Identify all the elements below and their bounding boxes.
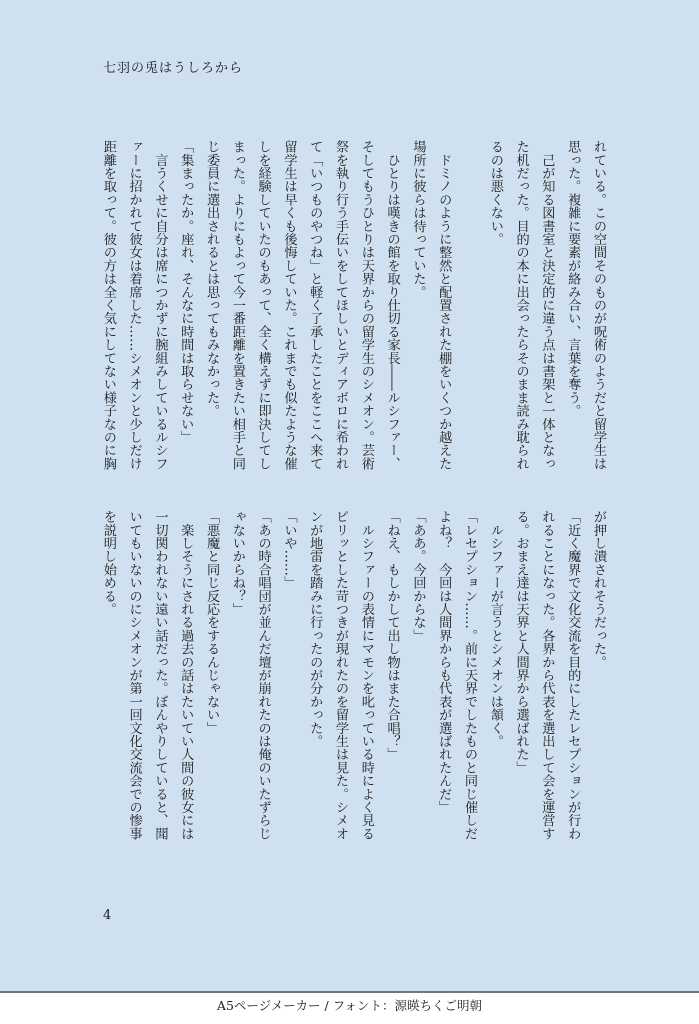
text-line: 「いや……」: [281, 510, 297, 590]
text-line: 言うくせに自分は席につかずに腕組みしているルシフ: [152, 140, 168, 470]
text-line: 「近く魔界で文化交流を目的にしたレセプションが行わ: [565, 510, 581, 840]
text-line: 留学生は早くも後悔していた。これまでも似たような催: [281, 140, 297, 470]
text-line: 距離を取って。彼の方は全く気にしてない様子なのに胸: [100, 140, 116, 470]
text-line: ピリッとした苛つきが現れたのを留学生は見た。シメオ: [333, 510, 349, 840]
text-line: 祭を執り行う手伝いをしてほしいとディアボロに希われ: [333, 140, 349, 470]
text-line: 「レセプション……。前に天界でしたものと同じ催しだ: [462, 510, 478, 840]
text-line: ンが地雷を踏みに行ったのが分かった。: [307, 510, 323, 748]
text-line: ドミノのように整然と配置された棚をいくつか越えた: [436, 140, 452, 470]
text-line: 「集まったか。座れ、そんなに時間は取らせない」: [178, 140, 194, 444]
text-line: て「いつものやつね」と軽く了承したことをここへ来て: [307, 140, 323, 470]
text-line: よね？ 今回は人間界からも代表が選ばれたんだ」: [436, 510, 452, 814]
text-line: れている。この空間そのものが呪術のようだと留学生は: [591, 140, 606, 470]
text-line: いてもいないのにシメオンが第一回文化交流会での惨事: [126, 510, 142, 840]
text-line: ひとりは嘆きの館を取り仕切る家長――ルシファー、: [384, 140, 400, 470]
page-number: 4: [103, 908, 112, 923]
text-line: る。おまえ達は天界と人間界から選ばれた」: [513, 510, 529, 774]
text-line: ァーに招かれて彼女は着席した……シメオンと少しだけ: [126, 140, 142, 470]
text-block-lower: [95, 510, 611, 850]
text-block-upper: [95, 140, 611, 480]
text-line: 一切関われない遠い話だった。ぼんやりしていると、聞: [152, 510, 168, 840]
text-line: た机だった。目的の本に出会ったらそのまま読み耽られ: [513, 140, 529, 470]
text-line: 思った。複雑に要素が絡み合い、言葉を奪う。: [565, 140, 581, 418]
text-line: 「悪魔と同じ反応をするんじゃない」: [204, 510, 220, 735]
text-line: 己が知る図書室と決定的に違う点は書架と一体となっ: [539, 140, 555, 470]
text-line: 「ねえ、もしかして出し物はまた合唱？」: [384, 510, 400, 761]
text-line: まった。よりにもよって今一番距離を置きたい相手と同: [229, 140, 245, 470]
text-line: そしてもうひとりは天界からの留学生のシメオン。芸術: [358, 140, 374, 470]
text-line: ゃないからね？」: [229, 510, 245, 616]
text-line: れることになった。各界から代表を選出して会を運営す: [539, 510, 555, 840]
running-title: 七羽の兎はうしろから: [103, 61, 244, 76]
text-line: ルシファーが言うとシメオンは頷く。: [487, 510, 503, 748]
text-line: が押し潰されそうだった。: [591, 510, 606, 669]
text-line: 「ああ。今回からな」: [410, 510, 426, 642]
text-line: を説明し始める。: [100, 510, 116, 616]
text-line: しを経験していたのもあって、全く構えずに即決してし: [255, 140, 271, 470]
text-line: 場所に彼らは待っていた。: [410, 140, 426, 299]
text-line: 楽しそうにされる過去の話はたいてい人間の彼女には: [178, 510, 194, 840]
text-line: ルシファーの表情にマモンを叱っている時によく見る: [358, 510, 374, 840]
text-line: じ委員に選出されるとは思ってもみなかった。: [204, 140, 220, 418]
text-line: [456, 140, 482, 480]
footer-credit: A5ページメーカー / フォント：源暎ちくご明朝: [216, 998, 483, 1013]
text-line: 「あの時合唱団が並んだ壇が崩れたのは俺のいたずらじ: [255, 510, 271, 840]
text-line: るのは悪くない。: [487, 140, 503, 246]
